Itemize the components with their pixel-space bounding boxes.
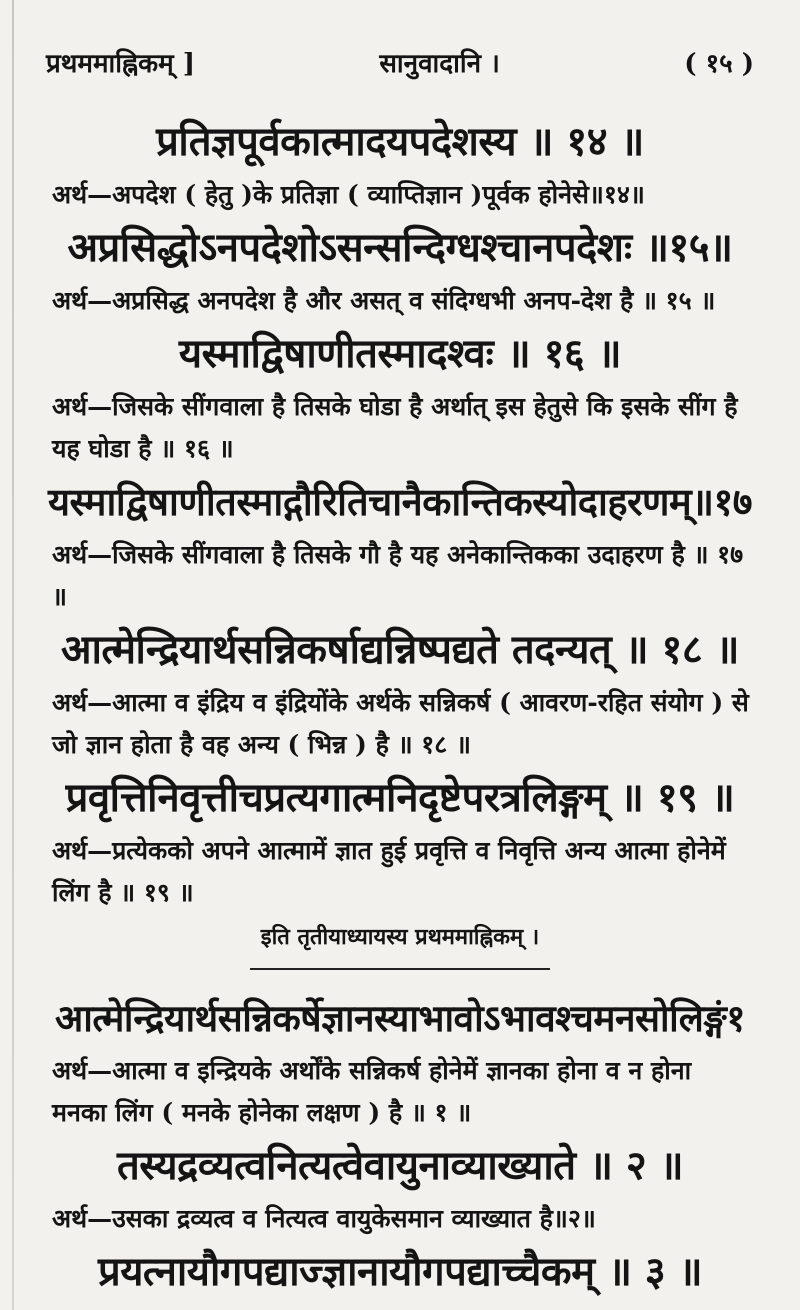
meaning-15: अर्थ—अप्रसिद्ध अनपदेश है और असत् व संदिग्धभी अनप-देश है ॥ १५ ॥	[52, 286, 716, 315]
sutra-3: प्रयत्नायौगपद्याज्ज्ञानायौगपद्याच्चैकम् ॥ ३ ॥	[97, 1248, 703, 1295]
sutra-16: यस्माद्विषाणीतस्मादश्वः ॥ १६ ॥	[178, 330, 622, 377]
meaning-17: अर्थ—जिसके सींगवाला है तिसके गौ है यह अनेकान्तिकका उदाहरण है ॥ १७ ॥	[52, 540, 744, 611]
meaning-14: अर्थ—अपदेश ( हेतु )के प्रतिज्ञा ( व्याप्तिज्ञान )पूर्वक होनेसे॥१४॥	[52, 180, 645, 209]
sutra-17: यस्माद्विषाणीतस्माद्गौरितिचानैकान्तिकस्योदाहरणम्॥१७	[47, 479, 753, 524]
sutra-2: तस्यद्रव्यत्वनित्यत्वेवायुनाव्याख्याते ॥ २ ॥	[116, 1142, 684, 1189]
header-section-title: प्रथममाह्निकम् ]	[46, 49, 196, 79]
section-divider	[250, 968, 550, 970]
sutra-15: अप्रसिद्धोऽनपदेशोऽसन्सन्दिग्धश्चानपदेशः ॥१५॥	[67, 224, 733, 271]
running-header	[46, 44, 754, 80]
header-book-title: सानुवादानि ।	[379, 49, 500, 79]
page-body	[46, 116, 754, 1298]
meaning-1: अर्थ—आत्मा व इन्द्रियके अर्थोंके सन्निकर्ष होनेमें ज्ञानका होना व न होना मनका लिंग ( मनके होनेका लक्षण ) है ॥ १ ॥	[52, 1056, 692, 1127]
sutra-1: आत्मेन्द्रियार्थसन्निकर्षेज्ञानस्याभावोऽभावश्चमनसोलिङ्गं१	[55, 996, 745, 1040]
sutra-19: प्रवृत्तिनिवृत्तीचप्रत्यगात्मनिदृष्टेपरत्रलिङ्गम् ॥ १९ ॥	[65, 774, 735, 821]
meaning-19: अर्थ—प्रत्येकको अपने आत्मामें ज्ञात हुई प्रवृत्ति व निवृत्ति अन्य आत्मा होनेमें लिंग है ॥ १९ ॥	[52, 836, 726, 907]
header-page-number: ( १५ )	[684, 49, 754, 79]
meaning-2: अर्थ—उसका द्रव्यत्व व नित्यत्व वायुकेसमान व्याख्यात है॥२॥	[52, 1204, 596, 1233]
sutra-18: आत्मेन्द्रियार्थसन्निकर्षाद्यन्निष्पद्यते तदन्यत् ॥ १८ ॥	[60, 626, 740, 673]
sutra-14: प्रतिज्ञपूर्वकात्मादयपदेशस्य ॥ १४ ॥	[156, 118, 644, 165]
chapter-colophon: इति तृतीयाध्यायस्य प्रथममाह्निकम् ।	[260, 924, 540, 950]
meaning-18: अर्थ—आत्मा व इंद्रिय व इंद्रियोंके अर्थके सन्निकर्ष ( आवरण-रहित संयोग ) से जो ज्ञान होता है वह अन्य ( भिन्न ) है ॥ १८ ॥	[52, 688, 749, 759]
meaning-16: अर्थ—जिसके सींगवाला है तिसके घोडा है अर्थात् इस हेतुसे कि इसके सींग है यह घोडा है ॥ १६ ॥	[52, 392, 738, 463]
